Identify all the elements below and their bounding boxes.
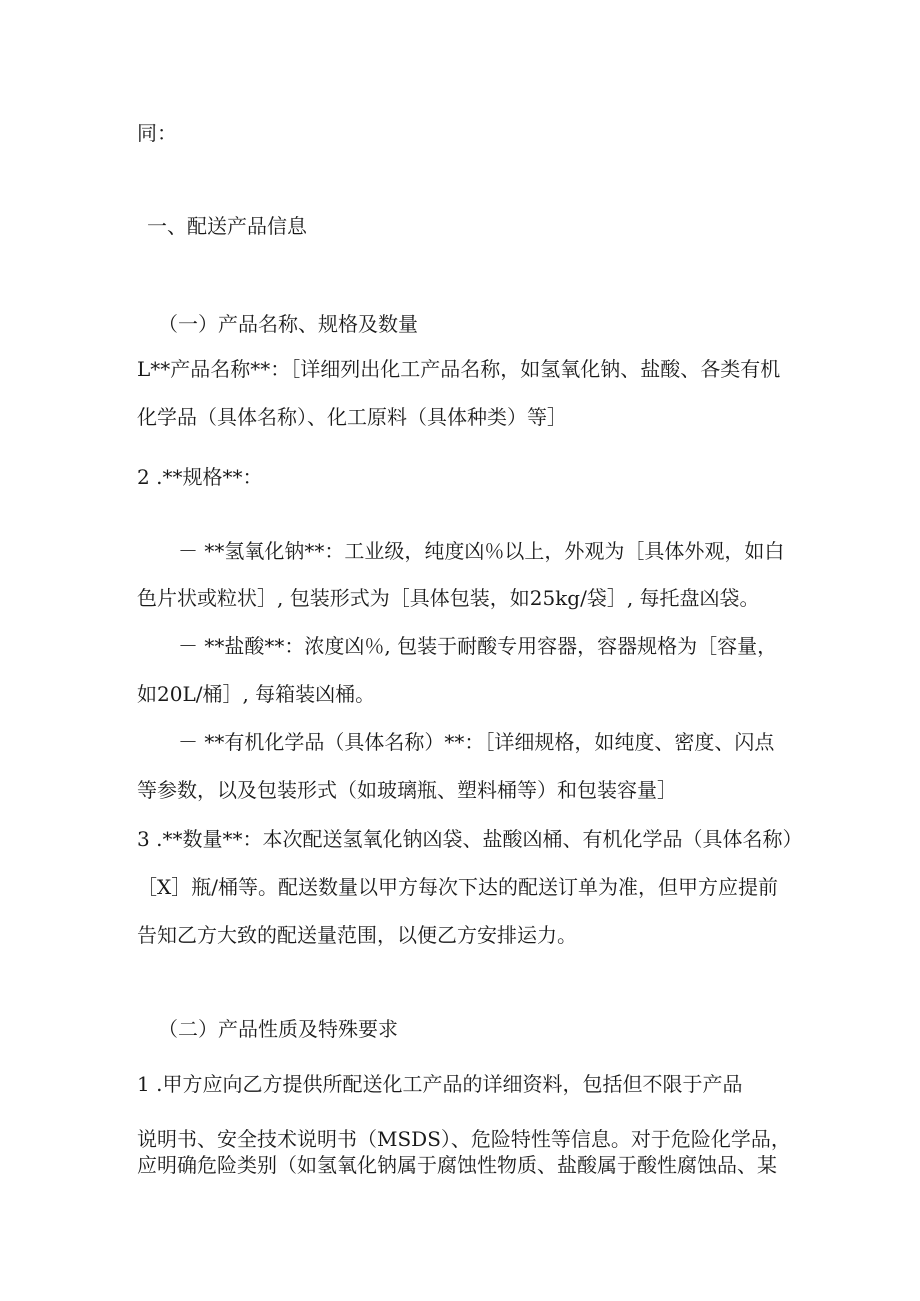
item-quantity-line1: 3 .**数量**：本次配送氢氧化钠凶袋、盐酸凶桶、有机化学品（具体名称） bbox=[137, 827, 803, 851]
spec-naoh-line1: － **氢氧化钠**：工业级，纯度凶％以上，外观为［具体外观，如白 bbox=[178, 539, 785, 563]
spec-naoh-line2: 色片状或粒状］, 包装形式为［具体包装，如25kg/袋］, 每托盘凶袋。 bbox=[137, 586, 760, 610]
opening-text: 同： bbox=[137, 121, 177, 145]
section-heading-product-info: 一、配送产品信息 bbox=[147, 214, 307, 238]
paragraph-product-name-line2: 化学品（具体名称）、化工原料（具体种类）等］ bbox=[137, 405, 567, 429]
spec-organic-line2: 等参数，以及包装形式（如玻璃瓶、塑料桶等）和包装容量］ bbox=[137, 778, 677, 802]
subsection-heading-name-spec-quantity: （一）产品名称、规格及数量 bbox=[158, 312, 418, 336]
spec-organic-line1: － **有机化学品（具体名称）**：［详细规格，如纯度、密度、闪点 bbox=[178, 730, 775, 754]
paragraph-properties-line2: 说明书、安全技术说明书（MSDS）、危险特性等信息。对于危险化学品， bbox=[137, 1127, 791, 1151]
spec-hcl-line2: 如20L/桶］, 每箱装凶桶。 bbox=[137, 682, 376, 706]
paragraph-properties-line1: 1 .甲方应向乙方提供所配送化工产品的详细资料，包括但不限于产品 bbox=[137, 1072, 743, 1096]
subsection-heading-properties: （二）产品性质及特殊要求 bbox=[158, 1017, 398, 1041]
paragraph-product-name-line1: L**产品名称**：［详细列出化工产品名称，如氢氧化钠、盐酸、各类有机 bbox=[137, 357, 781, 381]
spec-hcl-line1: － **盐酸**：浓度凶％, 包装于耐酸专用容器，容器规格为［容量， bbox=[178, 634, 778, 658]
item-quantity-line3: 告知乙方大致的配送量范围，以便乙方安排运力。 bbox=[137, 923, 577, 947]
paragraph-properties-line3: 应明确危险类别（如氢氧化钠属于腐蚀性物质、盐酸属于酸性腐蚀品、某 bbox=[137, 1153, 777, 1177]
item-quantity-line2: ［X］瓶/桶等。配送数量以甲方每次下达的配送订单为准，但甲方应提前 bbox=[137, 875, 778, 899]
item-spec-heading: 2 .**规格**： bbox=[137, 465, 263, 489]
